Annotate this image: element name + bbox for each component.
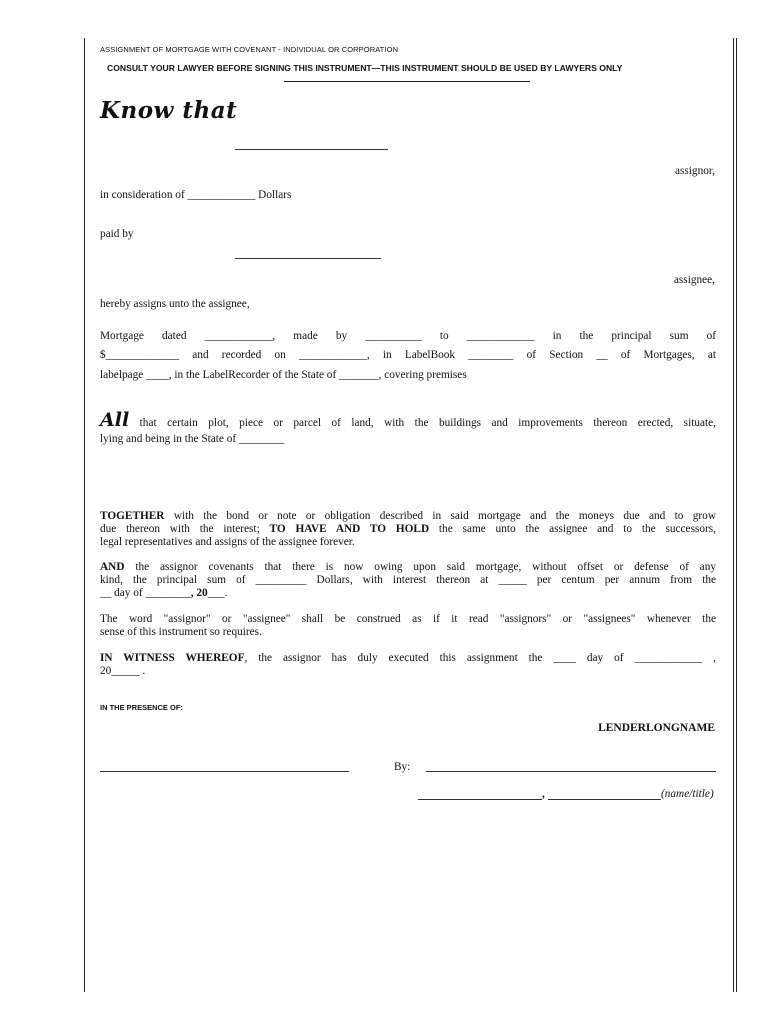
consideration-prefix: in consideration of (100, 189, 185, 201)
construed-line-2: sense of this instrument so requires. (100, 626, 262, 638)
all-initial: All (100, 409, 130, 431)
assignee-label: assignee, (673, 274, 715, 286)
consideration-amount-field[interactable]: ____________ (187, 189, 256, 201)
mortgage-line-2: $_____________ and recorded on ____________, in LabelBook ________ of Section __ of Mortgages, at (100, 349, 716, 361)
together-lead: TOGETHER (100, 510, 165, 522)
left-margin-rule (84, 38, 85, 992)
paid-by-label: paid by (100, 228, 134, 240)
witness-line-2: 20_____ . (100, 665, 146, 677)
and-lead: AND (100, 561, 125, 573)
mortgage-line-3: labelpage ____, in the LabelRecorder of the State of _______, covering premises (100, 369, 467, 381)
and-text-3b: ___. (207, 587, 228, 599)
and-text-1: the assignor covenants that there is now owing upon said mortgage, without offset or defense of any (135, 561, 716, 573)
form-title: ASSIGNMENT OF MORTGAGE WITH COVENANT - INDIVIDUAL OR CORPORATION (100, 45, 399, 54)
right-margin-rule (733, 38, 734, 992)
consideration-line (100, 189, 291, 202)
together-line-3: legal representatives and assigns of the assignee forever. (100, 536, 355, 548)
and-year-comma: , 20 (190, 587, 208, 599)
assignee-name-field[interactable] (235, 258, 381, 259)
together-line-2 (100, 523, 716, 536)
consideration-suffix: Dollars (258, 189, 292, 201)
together-text-1: with the bond or note or obligation described in said mortgage and the moneys due and to grow (173, 510, 716, 522)
lender-name: LENDERLONGNAME (598, 722, 715, 734)
header-underline (284, 81, 530, 82)
all-clause-line-1 (100, 409, 716, 431)
right-margin-rule-double (736, 38, 737, 992)
assignor-label: assignor, (674, 165, 715, 177)
know-that-heading: Know that (100, 97, 238, 124)
signer-title-field[interactable] (548, 799, 661, 800)
together-text-2a: due thereon with the interest; (100, 523, 260, 535)
construed-line-1: The word "assignor" or "assignee" shall be construed as if it read "assignors" or "assignees" whenever the (100, 613, 716, 625)
hereby-assigns: hereby assigns unto the assignee, (100, 298, 250, 310)
and-line-1 (100, 561, 716, 574)
witness-text-1: , the assignor has duly executed this assignment the ____ day of ____________ , (244, 652, 716, 664)
and-line-2: kind, the principal sum of _________ Dollars, with interest thereon at _____ per centum per annum from the (100, 574, 716, 586)
witness-signature-field[interactable] (100, 771, 349, 772)
signer-name-field[interactable] (418, 799, 542, 800)
all-clause-text: that certain plot, piece or parcel of land, with the buildings and improvements thereon erected, situate, (139, 417, 716, 429)
presence-label: IN THE PRESENCE OF: (100, 703, 183, 712)
to-have-and-to-hold: TO HAVE AND TO HOLD (269, 523, 430, 535)
name-title-comma: , (542, 788, 545, 800)
by-label: By: (394, 761, 411, 773)
assignor-name-field[interactable] (235, 149, 388, 150)
lawyer-warning: CONSULT YOUR LAWYER BEFORE SIGNING THIS INSTRUMENT—THIS INSTRUMENT SHOULD BE USED BY LAWYERS ONLY (107, 63, 623, 73)
together-line-1 (100, 510, 716, 523)
lender-signature-field[interactable] (426, 771, 716, 772)
and-text-3a: __ day of ________ (100, 587, 191, 599)
mortgage-line-1: Mortgage dated ____________, made by __________ to ____________ in the principal sum of (100, 330, 716, 342)
witness-line-1 (100, 652, 716, 665)
witness-lead: IN WITNESS WHEREOF (100, 652, 245, 664)
name-title-label: (name/title) (661, 788, 714, 800)
and-line-3 (100, 587, 227, 600)
all-clause-line-2: lying and being in the State of ________ (100, 433, 285, 445)
together-text-2b: the same unto the assignee and to the successors, (438, 523, 716, 535)
